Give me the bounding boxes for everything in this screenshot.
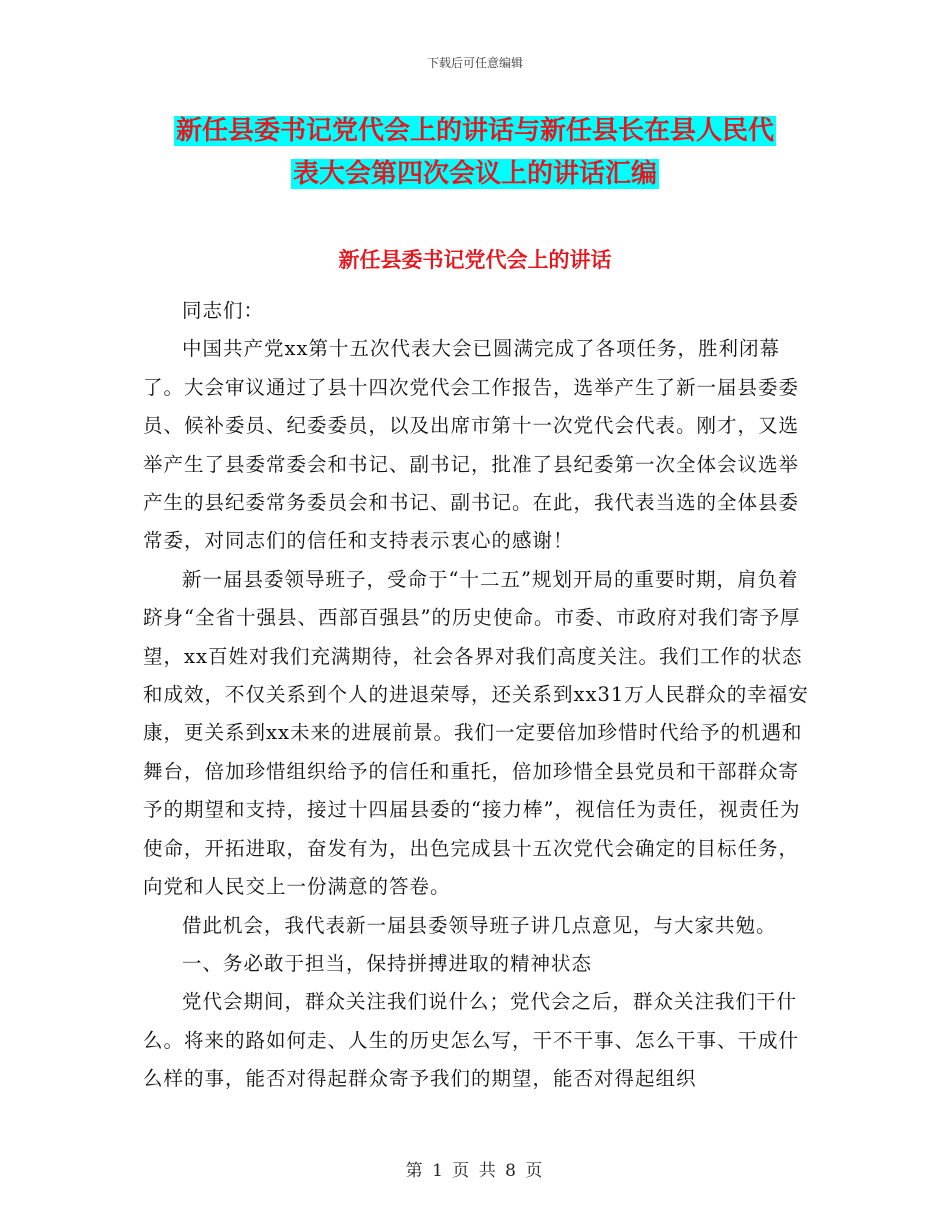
paragraph: 新一届县委领导班子，受命于“十二五”规划开局的重要时期，肩负着跻身“全省十强县、西部百强县”的历史使命。市委、市政府对我们寄予厚望，xx百姓对我们充满期待，社会各界对我们高度关注。我们工作的状态和成效，不仅关系到个人的进退荣辱，还关系到xx31万人民群众的幸福安康，更关系到xx未来的进展前景。我们一定要倍加珍惜时代给予的机遇和舞台，倍加珍惜组织给予的信任和重托，倍加珍惜全县党员和干部群众寄予的期望和支持，接过十四届县委的“接力棒”，视信任为责任，视责任为使命，开拓进取，奋发有为，出色完成县十五次党代会确定的目标任务，向党和人民交上一份满意的答卷。: [143, 567, 809, 899]
salutation: 同志们：: [182, 299, 265, 322]
paragraph: 借此机会，我代表新一届县委领导班子讲几点意见，与大家共勉。: [182, 913, 777, 937]
document-title-line-2: [0, 154, 950, 194]
document-body: [143, 292, 813, 1099]
subheading: 一、务必敢于担当，保持拼搏进取的精神状态: [182, 951, 593, 975]
page-footer: 第 1 页 共 8 页: [405, 1161, 545, 1181]
document-title-line-1: [0, 111, 950, 151]
paragraph: 中国共产党xx第十五次代表大会已圆满完成了各项任务，胜利闭幕了。大会审议通过了县十四次党代会工作报告，选举产生了新一届县委委员、候补委员、纪委委员，以及出席市第十一次党代会代表。刚才，又选举产生了县委常委会和书记、副书记，批准了县纪委第一次全体会议选举产生的县纪委常务委员会和书记、副书记。在此，我代表当选的全体县委常委，对同志们的信任和支持表示衷心的感谢！: [143, 337, 800, 553]
header-note: 下载后可任意编辑: [426, 56, 523, 70]
paragraph: 党代会期间，群众关注我们说什么；党代会之后，群众关注我们干什么。将来的路如何走、人生的历史怎么写，干不干事、怎么干事、干成什么样的事，能否对得起群众寄予我们的期望，能否对得起组织: [143, 990, 800, 1091]
document-title-line-1-text: 新任县委书记党代会上的讲话与新任县长在县人民代: [175, 116, 774, 146]
section-title: 新任县委书记党代会上的讲话: [338, 247, 612, 272]
document-title-line-2-text: 表大会第四次会议上的讲话汇编: [292, 159, 657, 189]
